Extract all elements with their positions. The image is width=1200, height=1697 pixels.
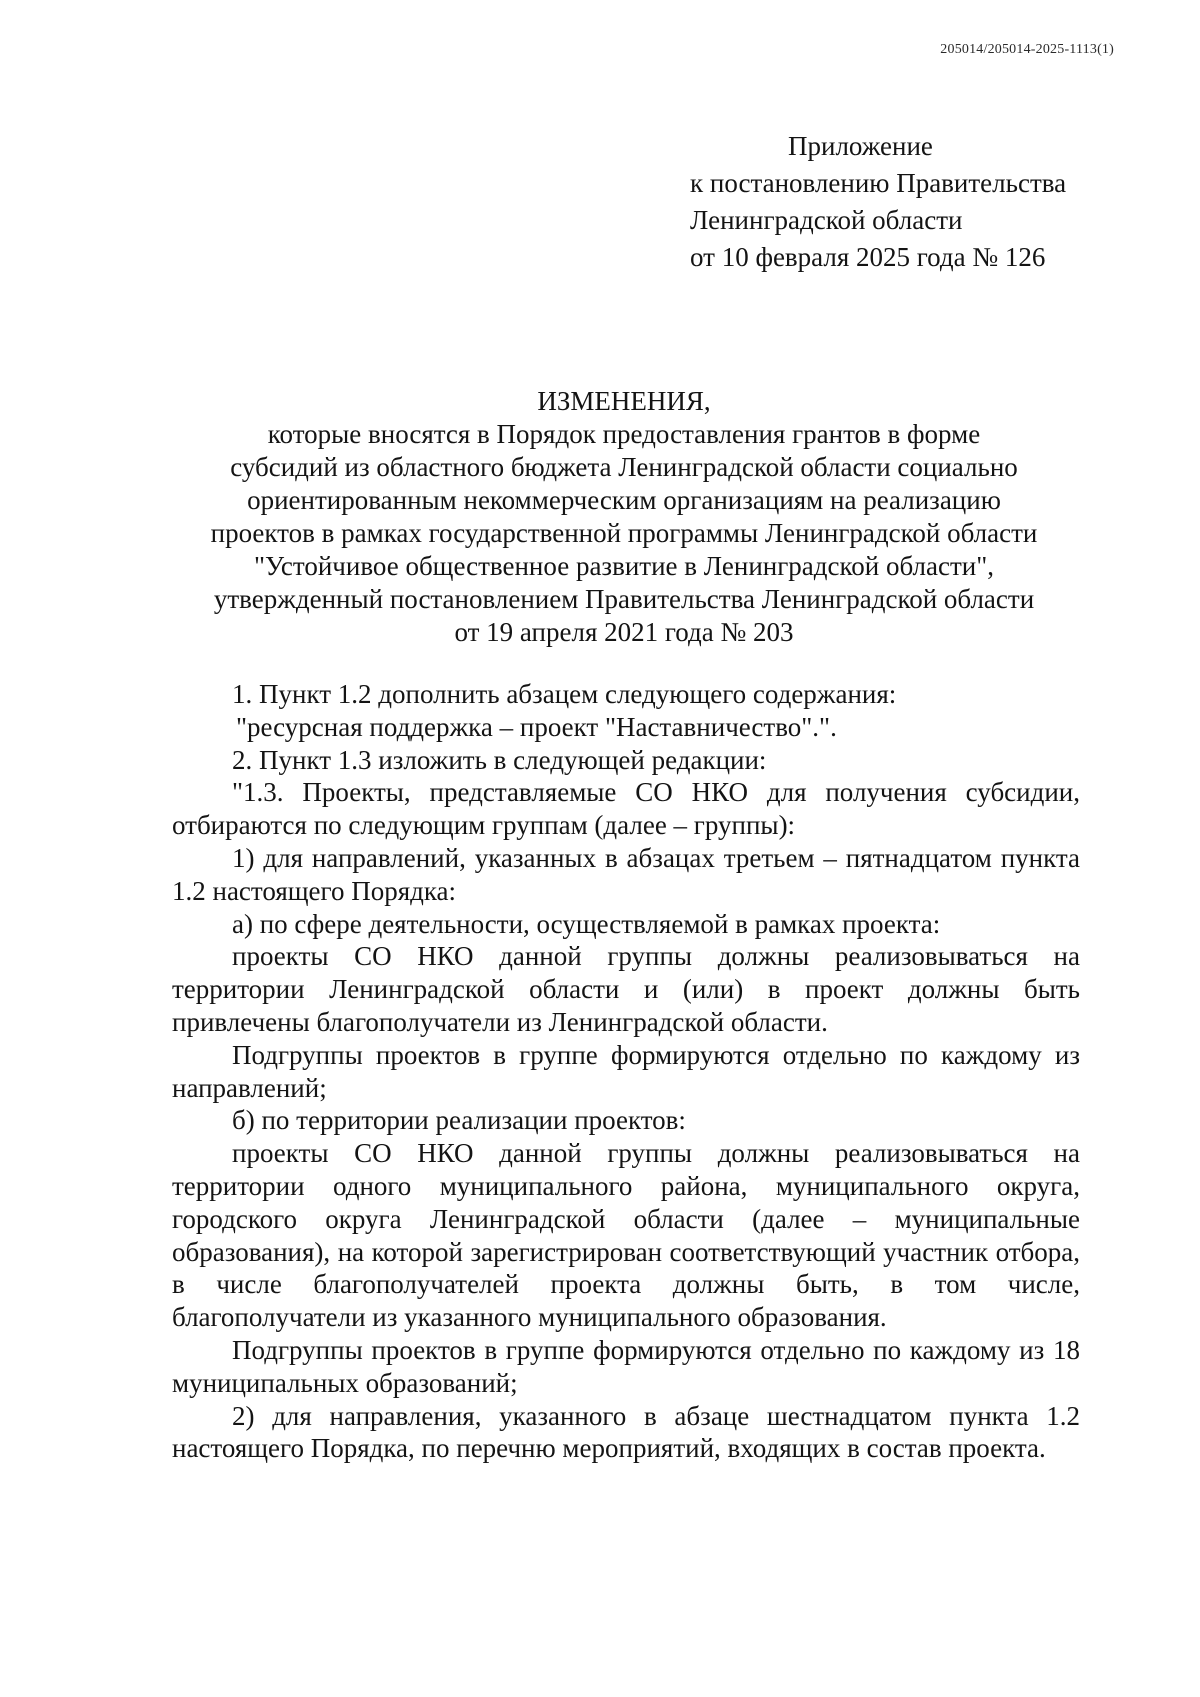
heading-line: проектов в рамках государственной программы Ленинградской области (210, 518, 1038, 548)
body-paragraph: 2) для направления, указанного в абзаце шестнадцатом пункта 1.2 настоящего Порядка, по перечню мероприятий, входящих в состав проекта. (172, 1400, 1080, 1464)
heading-line: субсидий из областного бюджета Ленинградской области социально (230, 452, 1018, 482)
appendix-block (690, 128, 1110, 276)
heading-line: от 19 апреля 2021 года № 203 (454, 617, 794, 647)
heading-line: "Устойчивое общественное развитие в Ленинградской области", (254, 551, 994, 581)
heading-title: ИЗМЕНЕНИЯ, (537, 386, 711, 416)
body-paragraph: проекты СО НКО данной группы должны реализовываться на территории Ленинградской области и (или) в проект должны быть привлечены благополучатели из Ленинградской области. (172, 941, 1080, 1037)
document-body (172, 678, 1080, 1465)
body-paragraph: а) по сфере деятельности, осуществляемой в рамках проекта: (232, 908, 941, 939)
body-paragraph: б) по территории реализации проектов: (232, 1105, 686, 1136)
body-paragraph: Подгруппы проектов в группе формируются отдельно по каждому из 18 муниципальных образований; (172, 1334, 1080, 1398)
appendix-line: к постановлению Правительства (690, 168, 1067, 198)
body-paragraph: проекты СО НКО данной группы должны реализовываться на территории одного муниципального района, муниципального округа, городского округа Ленинградской области (далее – муниципальные образования), на которой зарегистрирован соответствующий участник отбора, в числе благополучателей проекта должны быть, в том числе, благополучатели из указанного муниципального образования. (172, 1138, 1080, 1333)
document-heading (170, 385, 1078, 649)
heading-line: утвержденный постановлением Правительства Ленинградской области (213, 584, 1035, 614)
heading-line: ориентированным некоммерческим организациям на реализацию (247, 485, 1001, 515)
appendix-line: Приложение (788, 131, 933, 161)
body-paragraph: 1) для направлений, указанных в абзацах третьем – пятнадцатом пункта 1.2 настоящего Порядка: (172, 842, 1080, 906)
heading-line: которые вносятся в Порядок предоставления грантов в форме (267, 419, 981, 449)
body-paragraph: 2. Пункт 1.3 изложить в следующей редакции: (232, 744, 767, 775)
document-id: 205014/205014-2025-1113(1) (940, 42, 1114, 57)
body-paragraph: "1.3. Проекты, представляемые СО НКО для получения субсидии, отбираются по следующим группам (далее – группы): (172, 777, 1080, 841)
body-paragraph: Подгруппы проектов в группе формируются отдельно по каждому из направлений; (172, 1039, 1080, 1103)
appendix-line: от 10 февраля 2025 года № 126 (690, 242, 1046, 272)
body-paragraph: "ресурсная поддержка – проект "Наставничество".". (236, 711, 837, 742)
appendix-line: Ленинградской области (690, 205, 963, 235)
body-paragraph: 1. Пункт 1.2 дополнить абзацем следующего содержания: (232, 679, 897, 709)
